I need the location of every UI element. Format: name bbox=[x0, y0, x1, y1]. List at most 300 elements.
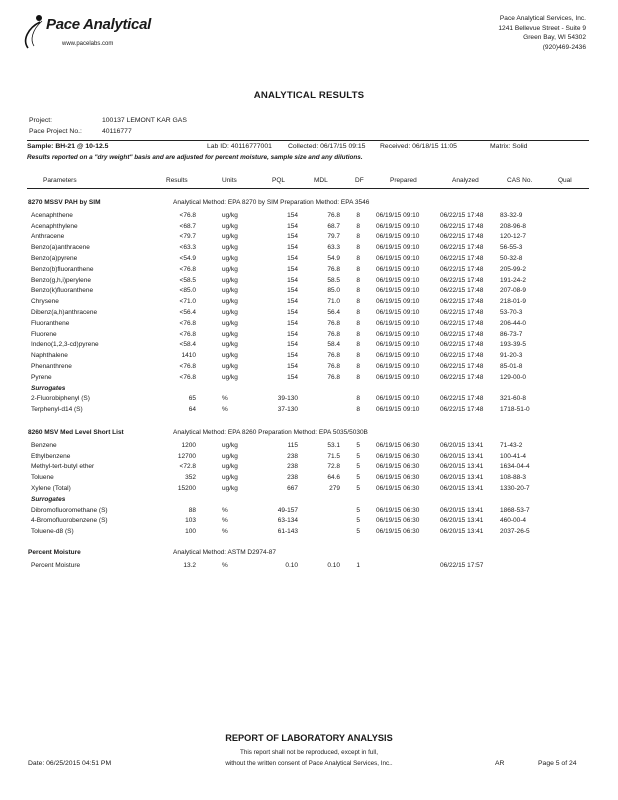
cell-result: 13.2 bbox=[183, 561, 196, 569]
cell-pql: 154 bbox=[287, 373, 298, 381]
cell-cas: 208-96-8 bbox=[500, 222, 527, 230]
page-number: Page 5 of 24 bbox=[538, 760, 577, 767]
report-date: Date: 06/25/2015 04:51 PM bbox=[28, 760, 112, 767]
cell-df: 8 bbox=[356, 233, 360, 241]
cell-mdl: 53.1 bbox=[327, 441, 340, 449]
cell-analyzed: 06/20/15 13:41 bbox=[440, 517, 484, 525]
table-row bbox=[0, 331, 618, 341]
cell-param: Ethylbenzene bbox=[31, 452, 71, 460]
cell-prepared: 06/19/15 06:30 bbox=[376, 441, 420, 449]
pace-logo bbox=[18, 10, 152, 50]
cell-units: ug/kg bbox=[222, 265, 238, 273]
cell-mdl: 76.8 bbox=[327, 373, 340, 381]
cell-units: ug/kg bbox=[222, 463, 238, 471]
cell-analyzed: 06/22/15 17:48 bbox=[440, 222, 484, 230]
cell-pql: 154 bbox=[287, 233, 298, 241]
surrogate-row bbox=[0, 507, 618, 517]
cell-mdl: 76.8 bbox=[327, 319, 340, 327]
cell-units: ug/kg bbox=[222, 452, 238, 460]
cell-df: 5 bbox=[356, 463, 360, 471]
cell-mdl: 68.7 bbox=[327, 222, 340, 230]
cell-pql: 154 bbox=[287, 211, 298, 219]
cell-prepared: 06/19/15 09:10 bbox=[376, 211, 420, 219]
cell-units: % bbox=[222, 528, 228, 536]
cell-result: 88 bbox=[188, 506, 196, 514]
cell-df: 8 bbox=[356, 309, 360, 316]
cell-units: ug/kg bbox=[222, 233, 238, 241]
col-pql: PQL bbox=[272, 177, 286, 184]
cell-param: Percent Moisture bbox=[31, 561, 81, 569]
cell-units: ug/kg bbox=[222, 330, 238, 338]
divider bbox=[27, 140, 589, 141]
footer-title: REPORT OF LABORATORY ANALYSIS bbox=[225, 733, 393, 743]
cell-prepared: 06/19/15 06:30 bbox=[376, 506, 420, 514]
cell-units: ug/kg bbox=[222, 341, 238, 349]
cell-cas: 91-20-3 bbox=[500, 352, 523, 360]
cell-prepared: 06/19/15 09:10 bbox=[376, 330, 420, 338]
cell-prepared: 06/19/15 09:10 bbox=[376, 233, 420, 241]
surrogate-row bbox=[0, 517, 618, 527]
cell-cas: 1634-04-4 bbox=[500, 463, 530, 471]
cell-prepared: 06/19/15 06:30 bbox=[376, 517, 420, 525]
footer-note: This report shall not be reproduced, except in full, bbox=[240, 749, 378, 756]
cell-pql: 238 bbox=[287, 452, 298, 460]
cell-df: 8 bbox=[356, 255, 360, 262]
cell-units: ug/kg bbox=[222, 485, 238, 492]
cell-df: 5 bbox=[356, 441, 360, 449]
cell-param: Benzo(b)fluoranthene bbox=[31, 265, 94, 273]
cell-param: Benzo(k)fluoranthene bbox=[31, 287, 94, 295]
cell-df: 8 bbox=[356, 287, 360, 295]
cell-prepared: 06/19/15 09:10 bbox=[376, 222, 420, 230]
lab-address bbox=[498, 14, 586, 52]
cell-analyzed: 06/22/15 17:48 bbox=[440, 363, 484, 370]
table-row bbox=[0, 255, 618, 265]
cell-mdl: 76.8 bbox=[327, 265, 340, 273]
matrix: Matrix: Solid bbox=[490, 143, 528, 150]
cell-df: 8 bbox=[356, 395, 360, 403]
cell-df: 8 bbox=[356, 276, 360, 284]
cell-mdl: 85.0 bbox=[327, 287, 340, 295]
cell-pql: 154 bbox=[287, 363, 298, 370]
cell-units: ug/kg bbox=[222, 309, 238, 316]
cell-param: Chrysene bbox=[31, 298, 59, 306]
cell-cas: 50-32-8 bbox=[500, 255, 523, 262]
cell-analyzed: 06/22/15 17:48 bbox=[440, 352, 484, 360]
cell-analyzed: 06/22/15 17:48 bbox=[440, 244, 484, 252]
cell-cas: 321-60-8 bbox=[500, 395, 527, 403]
cell-result: 64 bbox=[188, 406, 196, 414]
cell-prepared: 06/19/15 09:10 bbox=[376, 406, 420, 414]
cell-cas: 129-00-0 bbox=[500, 373, 527, 381]
cell-result: 100 bbox=[185, 528, 196, 536]
cell-pql: 154 bbox=[287, 222, 298, 230]
col-units: Units bbox=[222, 177, 237, 184]
cell-prepared: 06/19/15 09:10 bbox=[376, 395, 420, 403]
section-method: Analytical Method: EPA 8260 Preparation Method: EPA 5035/5030B bbox=[173, 429, 368, 436]
col-parameters: Parameters bbox=[43, 177, 77, 184]
cell-param: Xylene (Total) bbox=[31, 485, 71, 492]
cell-pql: 154 bbox=[287, 265, 298, 273]
cell-prepared: 06/19/15 09:10 bbox=[376, 244, 420, 252]
cell-cas: 207-08-9 bbox=[500, 287, 527, 295]
cell-units: ug/kg bbox=[222, 211, 238, 219]
table-row bbox=[0, 277, 618, 287]
cell-cas: 1718-51-0 bbox=[500, 406, 530, 414]
cell-units: ug/kg bbox=[222, 441, 238, 449]
section-method: Analytical Method: EPA 8270 by SIM Preparation Method: EPA 3546 bbox=[173, 199, 370, 206]
table-row bbox=[0, 212, 618, 222]
cell-param: Anthracene bbox=[31, 233, 65, 241]
address-line: 1241 Bellevue Street - Suite 9 bbox=[498, 24, 586, 32]
col-prepared: Prepared bbox=[390, 177, 417, 184]
cell-analyzed: 06/22/15 17:48 bbox=[440, 309, 484, 316]
cell-df: 5 bbox=[356, 506, 360, 514]
cell-result: <85.0 bbox=[179, 287, 196, 295]
cell-analyzed: 06/22/15 17:48 bbox=[440, 233, 484, 241]
cell-pql: 154 bbox=[287, 341, 298, 349]
cell-df: 5 bbox=[356, 452, 360, 460]
cell-param: Benzene bbox=[31, 441, 57, 449]
cell-pql: 154 bbox=[287, 276, 298, 284]
cell-analyzed: 06/22/15 17:48 bbox=[440, 341, 484, 349]
cell-units: ug/kg bbox=[222, 287, 238, 295]
cell-cas: 205-99-2 bbox=[500, 265, 527, 273]
table-row bbox=[0, 485, 618, 495]
table-row bbox=[0, 341, 618, 351]
cell-param: Dibenz(a,h)anthracene bbox=[31, 309, 98, 316]
cell-pql: 61-143 bbox=[277, 528, 298, 536]
cell-result: <54.9 bbox=[179, 255, 196, 262]
table-row bbox=[0, 562, 618, 572]
cell-pql: 238 bbox=[287, 474, 298, 482]
cell-param: Acenaphthene bbox=[31, 211, 73, 219]
cell-result: 12700 bbox=[177, 452, 196, 460]
cell-analyzed: 06/20/15 13:41 bbox=[440, 506, 484, 514]
divider bbox=[27, 188, 589, 189]
table-row bbox=[0, 453, 618, 463]
cell-analyzed: 06/20/15 13:41 bbox=[440, 441, 484, 449]
cell-param: Toluene bbox=[31, 474, 54, 482]
cell-cas: 56-55-3 bbox=[500, 244, 523, 252]
cell-param: Benzo(g,h,i)perylene bbox=[31, 276, 91, 284]
cell-units: % bbox=[222, 517, 228, 525]
cell-df: 8 bbox=[356, 341, 360, 349]
cell-param: 4-Bromofluorobenzene (S) bbox=[31, 517, 108, 525]
cell-units: ug/kg bbox=[222, 222, 238, 230]
cell-pql: 37-130 bbox=[277, 406, 298, 414]
cell-cas: 1330-20-7 bbox=[500, 485, 530, 492]
table-row bbox=[0, 287, 618, 297]
cell-pql: 115 bbox=[287, 441, 298, 449]
cell-cas: 218-01-9 bbox=[500, 298, 527, 306]
cell-param: Pyrene bbox=[31, 373, 52, 381]
cell-df: 8 bbox=[356, 244, 360, 252]
report-note: Results reported on a "dry weight" basis and are adjusted for percent moisture, sample size and any dilutions. bbox=[27, 154, 363, 161]
cell-analyzed: 06/20/15 13:41 bbox=[440, 452, 484, 460]
cell-df: 8 bbox=[356, 352, 360, 360]
cell-result: <63.3 bbox=[179, 244, 196, 252]
cell-pql: 154 bbox=[287, 309, 298, 316]
cell-result: 15200 bbox=[177, 485, 196, 492]
cell-mdl: 76.8 bbox=[327, 363, 340, 370]
cell-analyzed: 06/20/15 13:41 bbox=[440, 485, 484, 492]
cell-cas: 120-12-7 bbox=[500, 233, 527, 241]
cell-df: 8 bbox=[356, 363, 360, 370]
cell-prepared: 06/19/15 09:10 bbox=[376, 341, 420, 349]
cell-pql: 154 bbox=[287, 255, 298, 262]
section-method: Analytical Method: ASTM D2974-87 bbox=[173, 549, 276, 556]
cell-cas: 86-73-7 bbox=[500, 330, 523, 338]
table-row bbox=[0, 474, 618, 484]
cell-df: 8 bbox=[356, 406, 360, 414]
cell-result: 103 bbox=[185, 517, 196, 525]
cell-prepared: 06/19/15 09:10 bbox=[376, 373, 420, 381]
cell-cas: 83-32-9 bbox=[500, 211, 523, 219]
pace-project-label: Pace Project No.: bbox=[29, 128, 82, 135]
cell-param: Indeno(1,2,3-cd)pyrene bbox=[31, 341, 99, 349]
col-qual: Qual bbox=[558, 177, 572, 184]
col-df: DF bbox=[355, 177, 364, 184]
cell-df: 8 bbox=[356, 298, 360, 306]
page-title: ANALYTICAL RESULTS bbox=[253, 90, 365, 101]
cell-cas: 191-24-2 bbox=[500, 276, 527, 284]
cell-units: % bbox=[222, 561, 228, 569]
cell-param: Terphenyl-d14 (S) bbox=[31, 406, 83, 414]
cell-cas: 71-43-2 bbox=[500, 441, 523, 449]
cell-mdl: 56.4 bbox=[327, 309, 340, 316]
cell-prepared: 06/19/15 09:10 bbox=[376, 363, 420, 370]
cell-pql: 667 bbox=[287, 485, 298, 492]
cell-prepared: 06/19/15 06:30 bbox=[376, 452, 420, 460]
cell-pql: 238 bbox=[287, 463, 298, 471]
cell-param: Benzo(a)pyrene bbox=[31, 255, 78, 262]
cell-units: ug/kg bbox=[222, 255, 238, 262]
cell-analyzed: 06/22/15 17:48 bbox=[440, 319, 484, 327]
column-header-row bbox=[0, 177, 618, 187]
cell-mdl: 54.9 bbox=[327, 255, 340, 262]
cell-analyzed: 06/22/15 17:48 bbox=[440, 287, 484, 295]
table-row bbox=[0, 442, 618, 452]
cell-result: <76.8 bbox=[179, 265, 196, 273]
cell-mdl: 58.4 bbox=[327, 341, 340, 349]
cell-df: 8 bbox=[356, 319, 360, 327]
cell-units: ug/kg bbox=[222, 276, 238, 284]
table-row bbox=[0, 244, 618, 254]
cell-df: 5 bbox=[356, 517, 360, 525]
cell-analyzed: 06/22/15 17:48 bbox=[440, 406, 484, 414]
col-cas: CAS No. bbox=[507, 177, 533, 184]
cell-units: % bbox=[222, 395, 228, 403]
cell-cas: 193-39-5 bbox=[500, 341, 527, 349]
table-row bbox=[0, 309, 618, 319]
cell-prepared: 06/19/15 06:30 bbox=[376, 463, 420, 471]
address-line: Pace Analytical Services, Inc. bbox=[499, 15, 586, 22]
cell-pql: 63-134 bbox=[277, 517, 298, 525]
cell-units: ug/kg bbox=[222, 352, 238, 360]
table-row bbox=[0, 352, 618, 362]
surrogates-label: Surrogates bbox=[31, 384, 66, 392]
table-row bbox=[0, 223, 618, 233]
cell-analyzed: 06/22/15 17:48 bbox=[440, 298, 484, 306]
logo-text: Pace Analytical bbox=[46, 16, 152, 33]
cell-pql: 154 bbox=[287, 287, 298, 295]
cell-param: Dibromofluoromethane (S) bbox=[31, 506, 108, 514]
cell-mdl: 76.8 bbox=[327, 352, 340, 360]
cell-result: <76.8 bbox=[179, 363, 196, 370]
cell-param: Benzo(a)anthracene bbox=[31, 244, 90, 252]
cell-analyzed: 06/22/15 17:48 bbox=[440, 211, 484, 219]
cell-cas: 100-41-4 bbox=[500, 452, 527, 460]
cell-param: Fluoranthene bbox=[31, 319, 70, 327]
cell-analyzed: 06/22/15 17:48 bbox=[440, 255, 484, 262]
cell-result: <76.8 bbox=[179, 211, 196, 219]
cell-units: % bbox=[222, 406, 228, 414]
received-date: Received: 06/18/15 11:05 bbox=[380, 143, 457, 150]
cell-cas: 1868-53-7 bbox=[500, 506, 530, 514]
cell-result: <72.8 bbox=[179, 463, 196, 471]
cell-param: Toluene-d8 (S) bbox=[31, 528, 74, 536]
cell-units: ug/kg bbox=[222, 363, 238, 370]
cell-prepared: 06/19/15 09:10 bbox=[376, 265, 420, 273]
cell-cas: 460-00-4 bbox=[500, 517, 527, 525]
cell-units: ug/kg bbox=[222, 474, 238, 482]
cell-pql: 39-130 bbox=[277, 395, 298, 403]
cell-mdl: 64.6 bbox=[327, 474, 340, 482]
cell-prepared: 06/19/15 06:30 bbox=[376, 474, 420, 482]
cell-df: 8 bbox=[356, 330, 360, 338]
cell-prepared: 06/19/15 09:10 bbox=[376, 255, 420, 262]
cell-units: ug/kg bbox=[222, 244, 238, 252]
cell-analyzed: 06/22/15 17:48 bbox=[440, 265, 484, 273]
surrogate-row bbox=[0, 528, 618, 538]
cell-analyzed: 06/22/15 17:57 bbox=[440, 561, 484, 569]
cell-analyzed: 06/22/15 17:48 bbox=[440, 373, 484, 381]
cell-prepared: 06/19/15 09:10 bbox=[376, 309, 420, 316]
cell-mdl: 279 bbox=[329, 485, 340, 492]
cell-param: Naphthalene bbox=[31, 352, 68, 360]
cell-mdl: 58.5 bbox=[327, 276, 340, 284]
cell-mdl: 0.10 bbox=[327, 561, 340, 569]
cell-result: 1410 bbox=[181, 352, 196, 360]
table-row bbox=[0, 320, 618, 330]
cell-df: 5 bbox=[356, 474, 360, 482]
cell-cas: 85-01-8 bbox=[500, 363, 523, 370]
address-line: (920)469-2436 bbox=[542, 43, 586, 51]
table-row bbox=[0, 363, 618, 373]
lab-id: Lab ID: 40116777001 bbox=[207, 143, 272, 150]
cell-pql: 154 bbox=[287, 244, 298, 252]
cell-pql: 49-157 bbox=[277, 506, 298, 514]
sample-id: Sample: BH-21 @ 10-12.5 bbox=[27, 143, 109, 150]
address-line: Green Bay, WI 54302 bbox=[523, 34, 586, 41]
cell-df: 5 bbox=[356, 528, 360, 536]
cell-cas: 108-88-3 bbox=[500, 474, 527, 482]
cell-df: 5 bbox=[356, 485, 360, 492]
cell-pql: 154 bbox=[287, 319, 298, 327]
cell-param: Acenaphthylene bbox=[31, 222, 78, 230]
cell-result: <56.4 bbox=[179, 309, 196, 316]
cell-cas: 206-44-0 bbox=[500, 319, 527, 327]
cell-analyzed: 06/20/15 13:41 bbox=[440, 474, 484, 482]
project-label: Project: bbox=[29, 117, 53, 124]
cell-mdl: 79.7 bbox=[327, 233, 340, 241]
cell-df: 8 bbox=[356, 265, 360, 273]
cell-cas: 2037-26-5 bbox=[500, 528, 530, 536]
cell-result: <76.8 bbox=[179, 319, 196, 327]
pace-project-value: 40116777 bbox=[102, 128, 132, 135]
logo-url: www.pacelabs.com bbox=[62, 41, 114, 47]
col-analyzed: Analyzed bbox=[452, 177, 479, 184]
cell-param: Fluorene bbox=[31, 330, 57, 338]
cell-result: 352 bbox=[185, 474, 196, 482]
cell-pql: 154 bbox=[287, 352, 298, 360]
surrogate-row bbox=[0, 395, 618, 405]
cell-analyzed: 06/22/15 17:48 bbox=[440, 395, 484, 403]
surrogate-row bbox=[0, 406, 618, 416]
table-row bbox=[0, 463, 618, 473]
cell-pql: 0.10 bbox=[285, 561, 298, 569]
cell-pql: 154 bbox=[287, 330, 298, 338]
footer-note: without the written consent of Pace Analytical Services, Inc.. bbox=[225, 760, 393, 767]
section-title: Percent Moisture bbox=[28, 549, 81, 556]
cell-result: <58.5 bbox=[179, 276, 196, 284]
cell-units: ug/kg bbox=[222, 373, 238, 381]
cell-pql: 154 bbox=[287, 298, 298, 306]
table-row bbox=[0, 374, 618, 384]
cell-prepared: 06/19/15 09:10 bbox=[376, 298, 420, 306]
cell-prepared: 06/19/15 09:10 bbox=[376, 287, 420, 295]
cell-param: Methyl-tert-butyl ether bbox=[31, 463, 95, 471]
cell-result: <71.0 bbox=[179, 298, 196, 306]
project-value: 100137 LEMONT KAR GAS bbox=[102, 117, 187, 124]
cell-mdl: 71.0 bbox=[327, 298, 340, 306]
cell-mdl: 76.8 bbox=[327, 330, 340, 338]
cell-df: 8 bbox=[356, 211, 360, 219]
cell-analyzed: 06/22/15 17:48 bbox=[440, 276, 484, 284]
col-mdl: MDL bbox=[314, 177, 328, 184]
cell-result: <79.7 bbox=[179, 233, 196, 241]
cell-units: ug/kg bbox=[222, 319, 238, 327]
cell-df: 8 bbox=[356, 373, 360, 381]
table-row bbox=[0, 298, 618, 308]
cell-prepared: 06/19/15 06:30 bbox=[376, 528, 420, 536]
footer-code: AR bbox=[495, 760, 505, 767]
section-title: 8270 MSSV PAH by SIM bbox=[28, 199, 101, 206]
cell-df: 1 bbox=[356, 561, 360, 569]
cell-mdl: 63.3 bbox=[327, 244, 340, 252]
cell-param: Phenanthrene bbox=[31, 363, 72, 370]
cell-result: <68.7 bbox=[179, 222, 196, 230]
surrogates-label: Surrogates bbox=[31, 495, 66, 503]
cell-mdl: 71.5 bbox=[327, 452, 340, 460]
table-row bbox=[0, 233, 618, 243]
col-results: Results bbox=[166, 177, 188, 184]
cell-prepared: 06/19/15 09:10 bbox=[376, 352, 420, 360]
cell-result: <58.4 bbox=[179, 341, 196, 349]
cell-param: 2-Fluorobiphenyl (S) bbox=[31, 395, 90, 403]
cell-result: <76.8 bbox=[179, 330, 196, 338]
cell-units: ug/kg bbox=[222, 298, 238, 306]
cell-mdl: 76.8 bbox=[327, 211, 340, 219]
cell-prepared: 06/19/15 06:30 bbox=[376, 485, 420, 492]
cell-units: % bbox=[222, 506, 228, 514]
table-row bbox=[0, 266, 618, 276]
cell-result: 65 bbox=[188, 395, 196, 403]
collected-date: Collected: 06/17/15 09:15 bbox=[288, 143, 366, 150]
cell-df: 8 bbox=[356, 222, 360, 230]
cell-analyzed: 06/22/15 17:48 bbox=[440, 330, 484, 338]
